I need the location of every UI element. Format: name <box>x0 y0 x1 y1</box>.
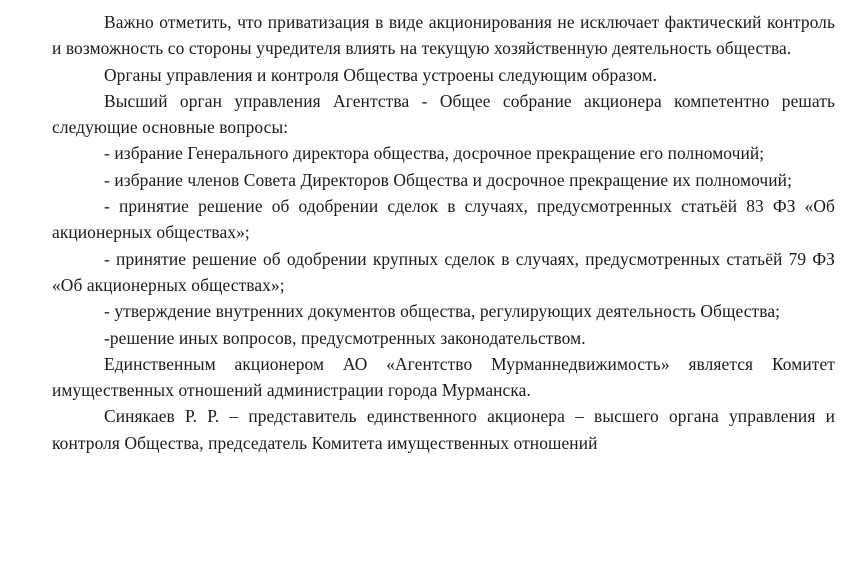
list-item-transactions-approval: - принятие решение об одобрении сделок в случаях, предусмотренных статьёй 83 ФЗ «Об акционерных обществах»; <box>52 196 835 243</box>
paragraph-privatization: Важно отметить, что приватизация в виде акционирования не исключает фактический контроль и возможность со стороны учредителя влиять на текущую хозяйственную деятельность общества. <box>52 12 835 59</box>
document-page <box>52 9 835 456</box>
paragraph-general-meeting: Высший орган управления Агентства - Общее собрание акционера компетентно решать следующие основные вопросы: <box>52 90 835 138</box>
paragraph-sole-shareholder: Единственным акционером АО «Агентство Мурманнедвижимость» является Комитет имущественных отношений администрации города Мурманска. <box>52 353 835 401</box>
paragraph-governance-intro: Органы управления и контроля Общества устроены следующим образом. <box>104 64 658 85</box>
list-item-major-transactions-approval: - принятие решение об одобрении крупных сделок в случаях, предусмотренных статьёй 79 ФЗ «Об акционерных обществах»; <box>52 248 835 295</box>
paragraph-representative: Синякаев Р. Р. – представитель единственного акционера – высшего органа управления и контроля Общества, председатель Комитета имущественных отношений <box>52 406 835 453</box>
list-item-internal-documents: - утверждение внутренних документов общества, регулирующих деятельность Общества; <box>104 301 781 322</box>
list-item-board-election: - избрание членов Совета Директоров Общества и досрочное прекращение их полномочий; <box>104 169 793 190</box>
list-item-director-election: - избрание Генерального директора общества, досрочное прекращение его полномочий; <box>104 143 765 164</box>
list-item-other-questions: -решение иных вопросов, предусмотренных законодательством. <box>104 327 586 348</box>
